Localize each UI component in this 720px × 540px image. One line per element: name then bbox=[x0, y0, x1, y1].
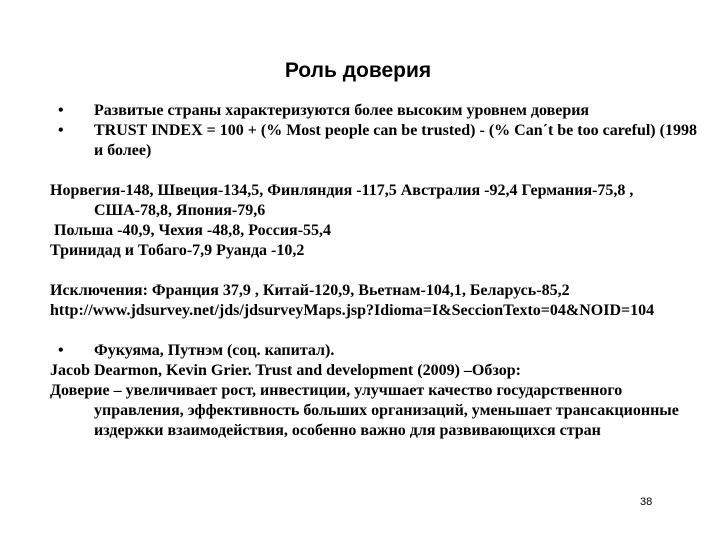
reference-line: Jacob Dearmon, Kevin Grier. Trust and development (2009) –Обзор: bbox=[50, 362, 521, 379]
bullet-text: Развитые страны характеризуются более высоким уровнем доверия bbox=[94, 102, 590, 119]
source-url[interactable]: http://www.jdsurvey.net/jds/jdsurveyMaps.jsp?Idioma=I&SeccionTexto=04&NOID=104 bbox=[50, 302, 655, 319]
country-values-line: Норвегия-148, Швеция-134,5, Финляндия -117,5 Австралия -92,4 Германия-75,8 , США-78,8, Япония-79,6 bbox=[50, 182, 634, 219]
country-values-line: Польша -40,9, Чехия -48,8, Россия-55,4 bbox=[50, 222, 332, 239]
bullet-item-fukuyama-putnam bbox=[50, 341, 700, 361]
bullet-item-developed-countries bbox=[50, 101, 700, 121]
summary-paragraph: Доверие – увеличивает рост, инвестиции, улучшает качество государственного управления, эффективность больших организаций, уменьшает трансакционные издержки взаимодействия, особенно важно для развивающихся стран bbox=[50, 382, 679, 439]
spacer bbox=[50, 321, 700, 341]
country-values-line: Тринидад и Тобаго-7,9 Руанда -10,2 bbox=[50, 242, 305, 259]
bullet-text: TRUST INDEX = 100 + (% Most people can be trusted) - (% Can´t be too careful) (1998 и более) bbox=[94, 122, 697, 159]
slide-content bbox=[50, 101, 700, 441]
slide-title: Роль доверия bbox=[284, 59, 432, 82]
bullet-text: Фукуяма, Путнэм (соц. капитал). bbox=[94, 342, 335, 359]
page-number: 38 bbox=[640, 496, 653, 508]
exceptions-line: Исключения: Франция 37,9 , Китай-120,9, Вьетнам-104,1, Беларусь-85,2 bbox=[50, 282, 570, 299]
bullet-marker: • bbox=[58, 122, 64, 139]
bullet-item-trust-index bbox=[50, 121, 700, 161]
bullet-marker: • bbox=[58, 342, 64, 359]
spacer bbox=[50, 261, 700, 281]
bullet-marker: • bbox=[58, 102, 64, 119]
spacer bbox=[50, 161, 700, 181]
